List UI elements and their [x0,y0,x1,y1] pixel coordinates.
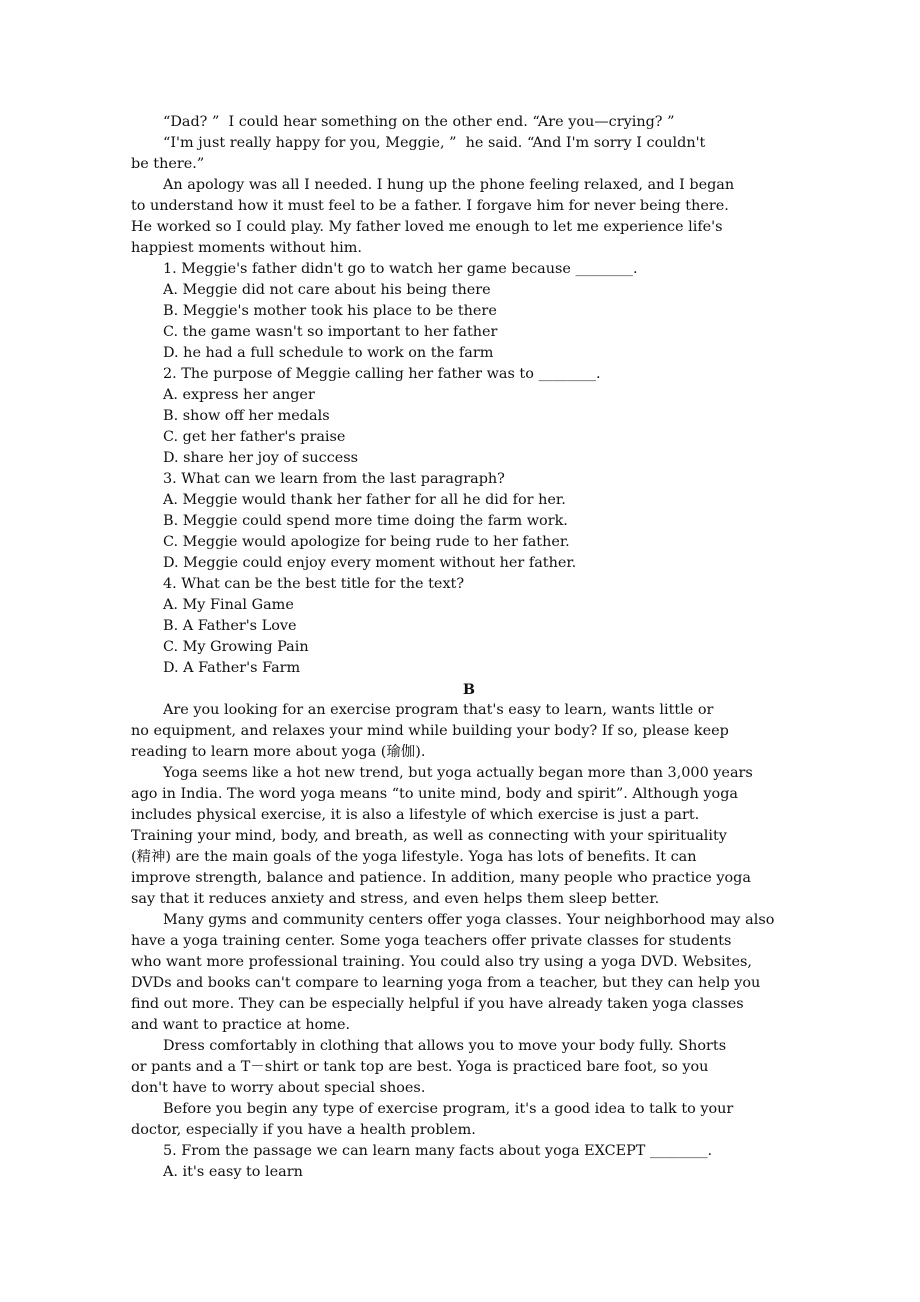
text-line: have a yoga training center. Some yoga teachers offer private classes for students [131,933,732,949]
text-line: Before you begin any type of exercise program, it's a good idea to talk to your [163,1101,734,1117]
text-line: (精神) are the main goals of the yoga lifestyle. Yoga has lots of benefits. It can [131,849,697,865]
text-line: D. A Father's Farm [163,660,301,676]
text-line: D. share her joy of success [163,450,359,466]
text-line: He worked so I could play. My father loved me enough to let me experience life's [131,219,723,235]
text-line: Dress comfortably in clothing that allows you to move your body fully. Shorts [163,1038,727,1054]
text-line: D. Meggie could enjoy every moment without her father. [163,555,577,571]
text-line: reading to learn more about yoga (瑜伽). [131,744,426,760]
text-line: Many gyms and community centers offer yoga classes. Your neighborhood may also [163,912,775,928]
document-page [131,112,807,1183]
text-line: say that it reduces anxiety and stress, and even helps them sleep better. [131,891,660,907]
text-line: D. he had a full schedule to work on the farm [163,345,494,361]
text-line: 5. From the passage we can learn many facts about yoga EXCEPT ________. [163,1143,713,1159]
text-line: no equipment, and relaxes your mind while building your body? If so, please keep [131,723,729,739]
text-line: happiest moments without him. [131,240,362,256]
text-line: improve strength, balance and patience. In addition, many people who practice yoga [131,870,751,886]
text-line: be there.” [131,156,205,172]
text-line: includes physical exercise, it is also a lifestyle of which exercise is just a part. [131,807,700,823]
text-line: 4. What can be the best title for the text? [163,576,465,592]
text-line: C. the game wasn't so important to her father [163,324,498,340]
text-line: An apology was all I needed. I hung up the phone feeling relaxed, and I began [163,177,735,193]
text-line: Training your mind, body, and breath, as well as connecting with your spirituality [131,828,727,844]
text-line: Are you looking for an exercise program that's easy to learn, wants little or [163,702,714,718]
text-line: doctor, especially if you have a health problem. [131,1122,476,1138]
text-line: A. Meggie would thank her father for all he did for her. [163,492,566,508]
text-line: 2. The purpose of Meggie calling her father was to ________. [163,366,601,382]
text-line: find out more. They can be especially helpful if you have already taken yoga classes [131,996,744,1012]
text-line: 1. Meggie's father didn't go to watch her game because ________. [163,261,638,277]
text-line: “Dad? ” I could hear something on the other end. “Are you—crying? ” [163,114,675,130]
text-line: A. it's easy to learn [163,1164,303,1180]
text-line: DVDs and books can't compare to learning yoga from a teacher, but they can help you [131,975,761,991]
text-line: don't have to worry about special shoes. [131,1080,426,1096]
text-line: Yoga seems like a hot new trend, but yoga actually began more than 3,000 years [163,765,753,781]
text-line: B. Meggie's mother took his place to be there [163,303,497,319]
text-line: C. My Growing Pain [163,639,309,655]
text-line: who want more professional training. You could also try using a yoga DVD. Websites, [131,954,753,970]
text-line: to understand how it must feel to be a father. I forgave him for never being there. [131,198,729,214]
text-line: and want to practice at home. [131,1017,351,1033]
text-line: B. A Father's Love [163,618,297,634]
text-line: B. show off her medals [163,408,330,424]
text-line: “I'm just really happy for you, Meggie, ” he said. “And I'm sorry I couldn't [163,135,706,151]
text-line: or pants and a T－shirt or tank top are best. Yoga is practiced bare foot, so you [131,1059,709,1075]
text-line: C. get her father's praise [163,429,346,445]
text-line: A. Meggie did not care about his being there [163,282,491,298]
text-line: ago in India. The word yoga means “to unite mind, body and spirit”. Although yoga [131,786,738,802]
text-line: 3. What can we learn from the last paragraph? [163,471,505,487]
section-heading: B [462,681,476,698]
text-line: B. Meggie could spend more time doing the farm work. [163,513,568,529]
text-line: A. My Final Game [163,597,294,613]
text-line: A. express her anger [163,387,315,403]
text-line: C. Meggie would apologize for being rude to her father. [163,534,570,550]
